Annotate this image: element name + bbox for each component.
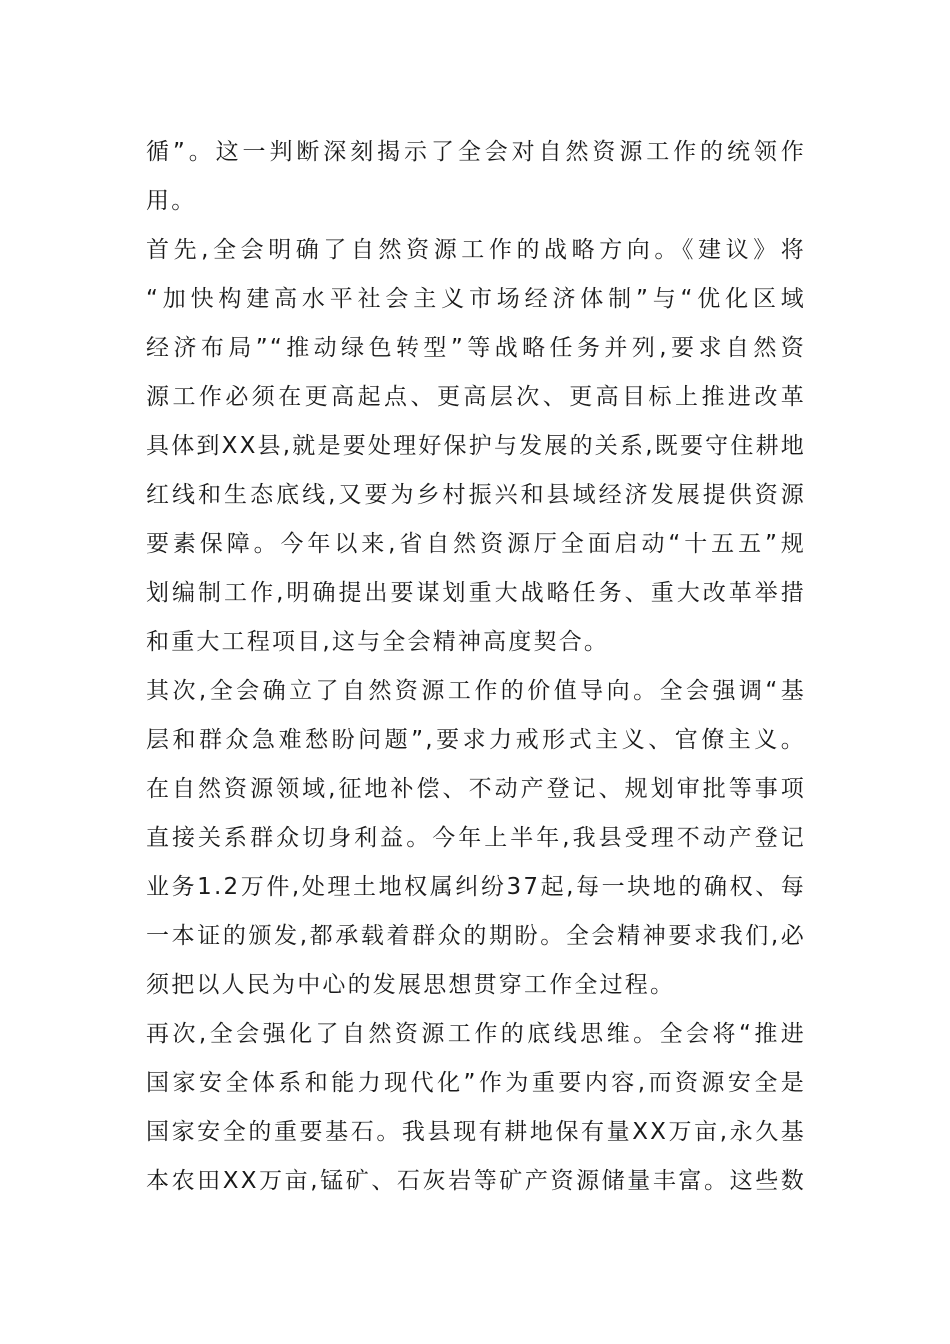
text-line: 本农田XX万亩,锰矿、石灰岩等矿产资源储量丰富。这些数 bbox=[146, 1168, 806, 1194]
text-line: 在自然资源领域,征地补偿、不动产登记、规划审批等事项 bbox=[146, 776, 806, 802]
text-line: 直接关系群众切身利益。今年上半年,我县受理不动产登记 bbox=[146, 825, 806, 851]
paragraph-1 bbox=[146, 128, 806, 226]
paragraph-2 bbox=[146, 226, 806, 667]
paragraph-3 bbox=[146, 667, 806, 1010]
text-line: 和重大工程项目,这与全会精神高度契合。 bbox=[146, 629, 610, 655]
text-line: 划编制工作,明确提出要谋划重大战略任务、重大改革举措 bbox=[146, 580, 806, 606]
text-line: 国家安全体系和能力现代化”作为重要内容,而资源安全是 bbox=[146, 1070, 806, 1096]
text-line: 首先,全会明确了自然资源工作的战略方向。《建议》将 bbox=[146, 237, 806, 263]
text-line: 要素保障。今年以来,省自然资源厅全面启动“十五五”规 bbox=[146, 531, 806, 557]
text-line: 一本证的颁发,都承载着群众的期盼。全会精神要求我们,必 bbox=[146, 923, 806, 949]
text-line: 业务1.2万件,处理土地权属纠纷37起,每一块地的确权、每 bbox=[146, 874, 806, 900]
text-line: 国家安全的重要基石。我县现有耕地保有量XX万亩,永久基 bbox=[146, 1119, 806, 1145]
text-line: 红线和生态底线,又要为乡村振兴和县域经济发展提供资源 bbox=[146, 482, 806, 508]
text-line: 具体到XX县,就是要处理好保护与发展的关系,既要守住耕地 bbox=[146, 433, 806, 459]
paragraph-4 bbox=[146, 1010, 806, 1206]
text-line: 再次,全会强化了自然资源工作的底线思维。全会将“推进 bbox=[146, 1021, 806, 1047]
text-line: 循”。这一判断深刻揭示了全会对自然资源工作的统领作 bbox=[146, 139, 806, 165]
text-line: 层和群众急难愁盼问题”,要求力戒形式主义、官僚主义。 bbox=[146, 727, 806, 753]
text-line: 其次,全会确立了自然资源工作的价值导向。全会强调“基 bbox=[146, 678, 806, 704]
text-line: 用。 bbox=[146, 188, 197, 214]
document-body bbox=[146, 128, 806, 1206]
text-line: “加快构建高水平社会主义市场经济体制”与“优化区域 bbox=[146, 286, 806, 312]
text-line: 源工作必须在更高起点、更高层次、更高目标上推进改革 bbox=[146, 384, 806, 410]
text-line: 须把以人民为中心的发展思想贯穿工作全过程。 bbox=[146, 972, 676, 998]
text-line: 经济布局”“推动绿色转型”等战略任务并列,要求自然资 bbox=[146, 335, 806, 361]
